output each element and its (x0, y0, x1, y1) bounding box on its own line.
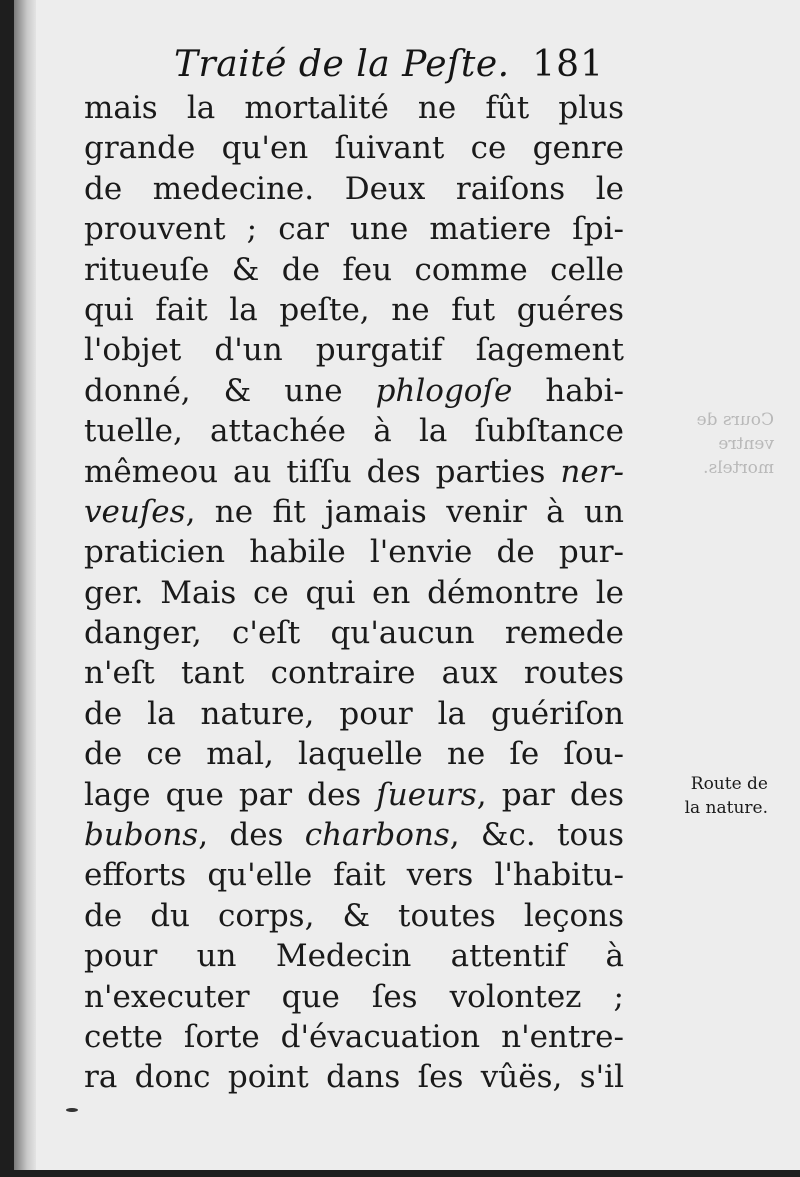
text-line (84, 613, 624, 653)
text-line (84, 1017, 624, 1057)
italic-term: veuſes (84, 493, 186, 530)
text-run: l'objet d'un purgatif ſagement (84, 332, 624, 369)
text-line (84, 371, 624, 411)
text-run: prouvent ; car une matiere ſpi- (84, 211, 624, 248)
text-line (84, 411, 624, 451)
text-run: danger, c'eſt qu'aucun remede (84, 615, 624, 652)
text-run: , par des (476, 776, 625, 813)
book-page (14, 0, 800, 1170)
page-number: 181 (532, 44, 604, 85)
marginal-note-line: la nature. (684, 798, 768, 818)
running-title: Traité de la Peſte. (174, 44, 510, 85)
text-run: praticien habile l'envie de pur- (84, 534, 624, 571)
text-line (84, 694, 624, 734)
text-run: grande qu'en ſuivant ce genre (84, 130, 624, 167)
text-run: mais la mortalité ne fût plus (84, 90, 624, 126)
text-run: de du corps, & toutes leçons (84, 897, 624, 934)
text-line (84, 775, 624, 815)
text-line (84, 209, 624, 249)
text-run: qui fait la peſte, ne fut guéres (84, 291, 624, 328)
text-line (84, 290, 624, 330)
italic-term: charbons (304, 817, 450, 854)
italic-term: phlogoſe (375, 372, 513, 409)
text-line (84, 734, 624, 774)
text-line (84, 169, 624, 209)
text-run: n'executer que ſes volontez ; (84, 978, 624, 1015)
text-run: de ce mal, laquelle ne ſe ſou- (84, 736, 624, 773)
text-run: ritueuſe & de feu comme celle (84, 251, 624, 288)
bleed-through-line: Cours de (696, 410, 774, 430)
text-line (84, 573, 624, 613)
text-run: ger. Mais ce qui en démontre le (84, 574, 624, 611)
text-line (84, 250, 624, 290)
text-run: cette ſorte d'évacuation n'entre- (84, 1018, 624, 1055)
text-line (84, 330, 624, 370)
text-line (84, 896, 624, 936)
marginal-note (618, 772, 768, 820)
italic-term: ner- (560, 453, 624, 490)
page-header (174, 44, 614, 94)
bleed-through-marginal-note (644, 408, 774, 480)
italic-term: bubons (84, 817, 199, 854)
marginal-note-line: Route de (690, 774, 768, 794)
text-line (84, 977, 624, 1017)
text-line (84, 88, 624, 128)
text-run: , &c. tous (449, 817, 624, 854)
text-run: pour un Medecin attentif à (84, 938, 624, 975)
text-run: donné, & une (84, 372, 376, 409)
text-run: habi- (512, 372, 624, 409)
text-run: lage que par des (84, 776, 377, 813)
italic-term: ſueurs (376, 776, 477, 813)
text-run: ra donc point dans ſes vûës, s'il (84, 1059, 624, 1096)
text-line (84, 492, 624, 532)
text-line (84, 653, 624, 693)
bleed-through-line: mortels. (703, 458, 774, 478)
bleed-through-line: ventre (718, 434, 774, 454)
text-run: efforts qu'elle fait vers l'habitu- (84, 857, 624, 894)
text-run: de medecine. Deux raiſons le (84, 170, 624, 207)
text-run: , des (198, 817, 305, 854)
text-run: tuelle, attachée à la ſubſtance (84, 413, 624, 450)
text-run: , ne fit jamais venir à un (185, 493, 624, 530)
text-run: de la nature, pour la guériſon (84, 695, 624, 732)
text-line (84, 815, 624, 855)
text-line (84, 1057, 624, 1097)
text-line (84, 452, 624, 492)
ink-speck (66, 1108, 78, 1112)
body-text (84, 88, 624, 1098)
text-line (84, 936, 624, 976)
text-line (84, 532, 624, 572)
text-line (84, 855, 624, 895)
page-gutter-shadow (14, 0, 36, 1170)
text-line (84, 128, 624, 168)
text-run: n'eſt tant contraire aux routes (84, 655, 624, 692)
text-run: mêmeou au tiſſu des parties (84, 453, 561, 490)
